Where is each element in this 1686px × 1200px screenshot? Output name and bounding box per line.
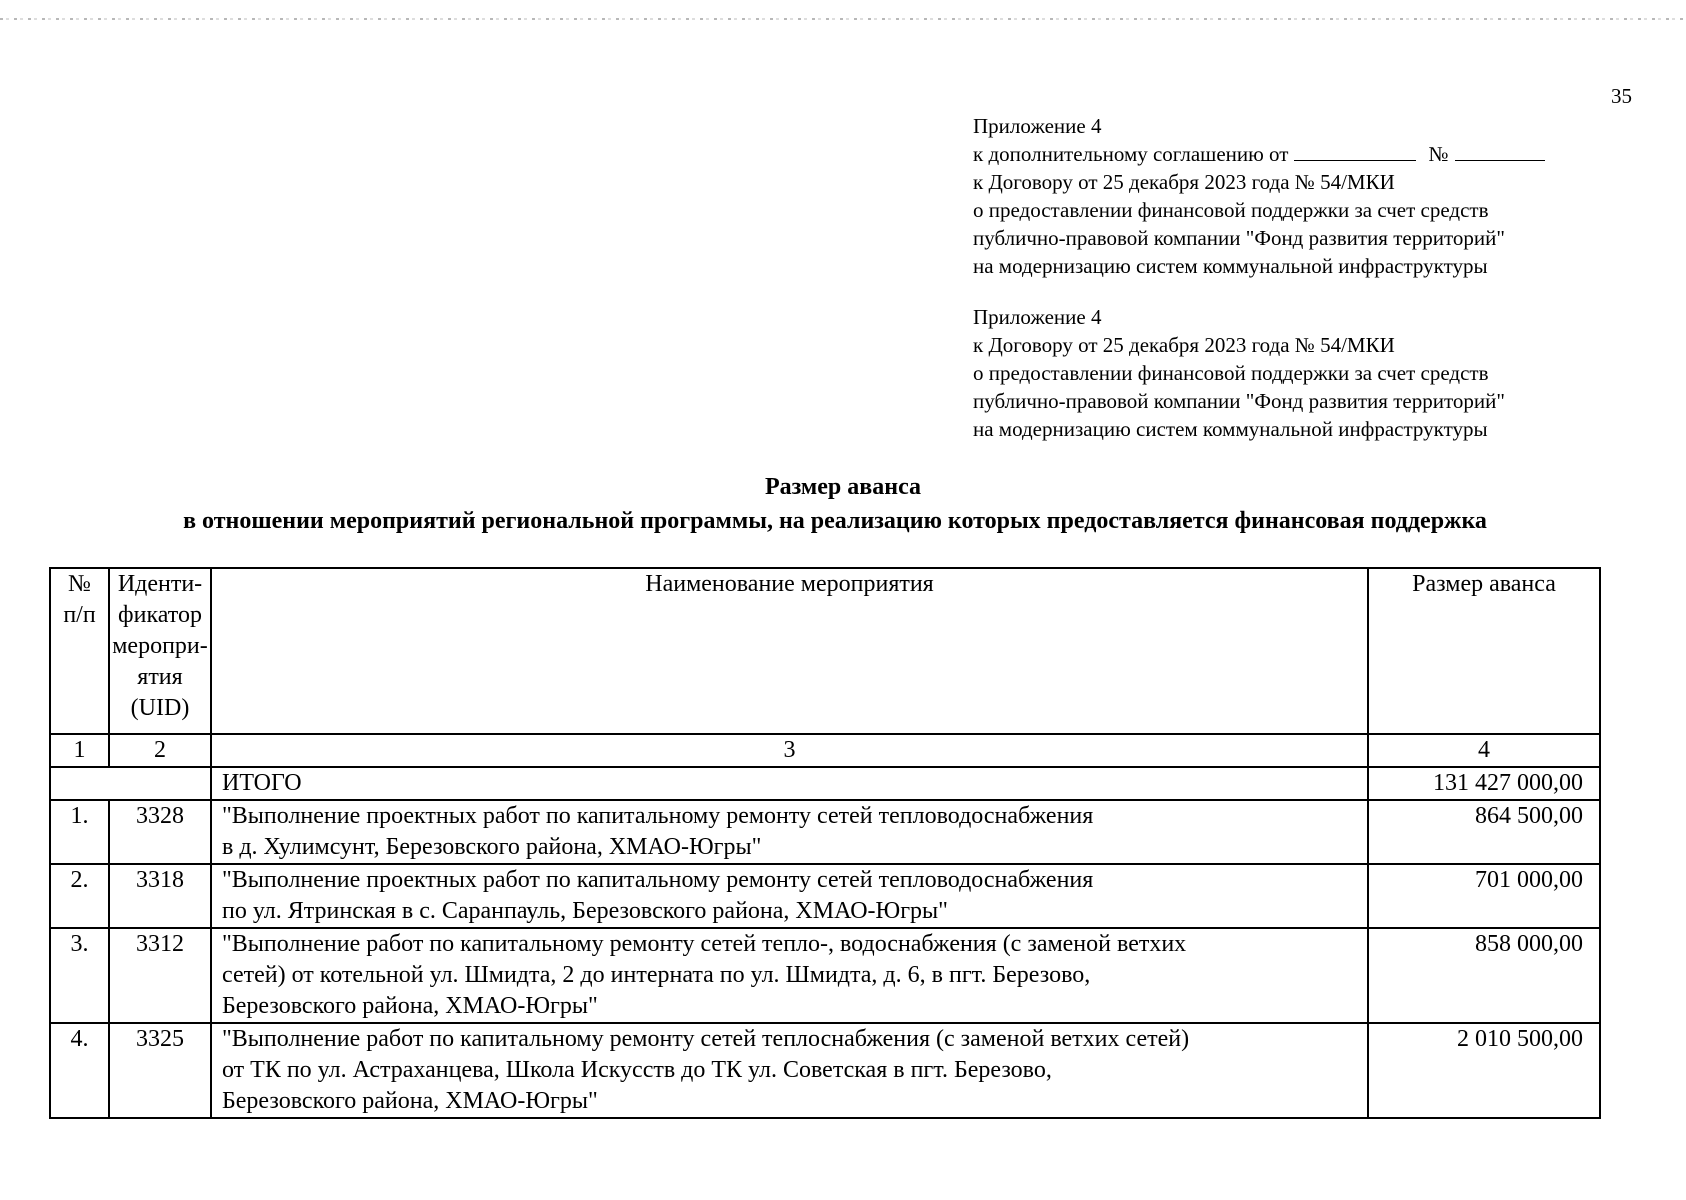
row-name: "Выполнение проектных работ по капитальному ремонту сетей тепловодоснабжения в д. Хулимсунт, Березовского района, ХМАО-Югры" (211, 800, 1368, 864)
appendix-title: Приложение 4 (973, 305, 1102, 329)
row-uid: 3328 (109, 800, 211, 864)
advance-table (49, 567, 1601, 1119)
header-uid: Иденти- фикатор меропри- ятия (UID) (109, 568, 211, 734)
number-sign: № (1428, 142, 1449, 166)
row-name: "Выполнение работ по капитальному ремонту сетей теплоснабжения (с заменой ветхих сетей) от ТК по ул. Астраханцева, Школа Искусств до ТК ул. Советская в пгт. Березово, Березовского района, ХМАО-Югры" (211, 1023, 1368, 1118)
row-advance: 701 000,00 (1368, 864, 1600, 928)
page-number: 35 (1611, 84, 1632, 108)
document-subtitle: в отношении мероприятий региональной программы, на реализацию которых предоставляется финансовая поддержка (183, 508, 1487, 534)
table-row (50, 928, 1600, 1023)
contract-reference: к Договору от 25 декабря 2023 года № 54/МКИ (973, 333, 1395, 357)
total-value: 131 427 000,00 (1368, 767, 1600, 800)
row-name: "Выполнение работ по капитальному ремонту сетей тепло-, водоснабжения (с заменой ветхих сетей) от котельной ул. Шмидта, 2 до интерната по ул. Шмидта, д. 6, в пгт. Березово, Березовского района, ХМАО-Югры" (211, 928, 1368, 1023)
appendix-contract-header (973, 303, 1653, 443)
table-header-row (50, 568, 1600, 734)
appendix-subject-line: на модернизацию систем коммунальной инфраструктуры (973, 254, 1488, 278)
appendix-subject-line: публично-правовой компании "Фонд развития территорий" (973, 226, 1505, 250)
appendix-subject-line: о предоставлении финансовой поддержки за счет средств (973, 361, 1489, 385)
appendix-amendment-header (973, 112, 1653, 280)
row-number: 3. (50, 928, 109, 1023)
row-number: 4. (50, 1023, 109, 1118)
row-advance: 858 000,00 (1368, 928, 1600, 1023)
row-advance: 2 010 500,00 (1368, 1023, 1600, 1118)
column-number: 1 (50, 734, 109, 767)
appendix-subject-line: о предоставлении финансовой поддержки за счет средств (973, 198, 1489, 222)
table-row (50, 864, 1600, 928)
row-number: 1. (50, 800, 109, 864)
table-row (50, 800, 1600, 864)
header-name: Наименование мероприятия (211, 568, 1368, 734)
number-blank (1455, 142, 1545, 161)
row-name: "Выполнение проектных работ по капитальному ремонту сетей тепловодоснабжения по ул. Ятринская в с. Саранпауль, Березовского района, ХМАО-Югры" (211, 864, 1368, 928)
amendment-reference-line (973, 140, 1653, 168)
amendment-reference-text: к дополнительному соглашению от (973, 142, 1289, 166)
row-advance: 864 500,00 (1368, 800, 1600, 864)
row-uid: 3312 (109, 928, 211, 1023)
row-uid: 3325 (109, 1023, 211, 1118)
contract-reference: к Договору от 25 декабря 2023 года № 54/МКИ (973, 170, 1395, 194)
header-advance: Размер аванса (1368, 568, 1600, 734)
header-no: № п/п (50, 568, 109, 734)
scan-edge-artifact (0, 18, 1686, 20)
row-uid: 3318 (109, 864, 211, 928)
column-number: 3 (211, 734, 1368, 767)
total-row (50, 767, 1600, 800)
total-empty-cell (50, 767, 211, 800)
appendix-subject-line: публично-правовой компании "Фонд развития территорий" (973, 389, 1505, 413)
date-blank (1294, 142, 1416, 161)
document-title: Размер аванса (764, 474, 922, 500)
row-number: 2. (50, 864, 109, 928)
appendix-title: Приложение 4 (973, 114, 1102, 138)
column-number: 4 (1368, 734, 1600, 767)
table-row (50, 1023, 1600, 1118)
appendix-subject-line: на модернизацию систем коммунальной инфраструктуры (973, 417, 1488, 441)
total-label: ИТОГО (211, 767, 1368, 800)
column-number: 2 (109, 734, 211, 767)
column-number-row (50, 734, 1600, 767)
